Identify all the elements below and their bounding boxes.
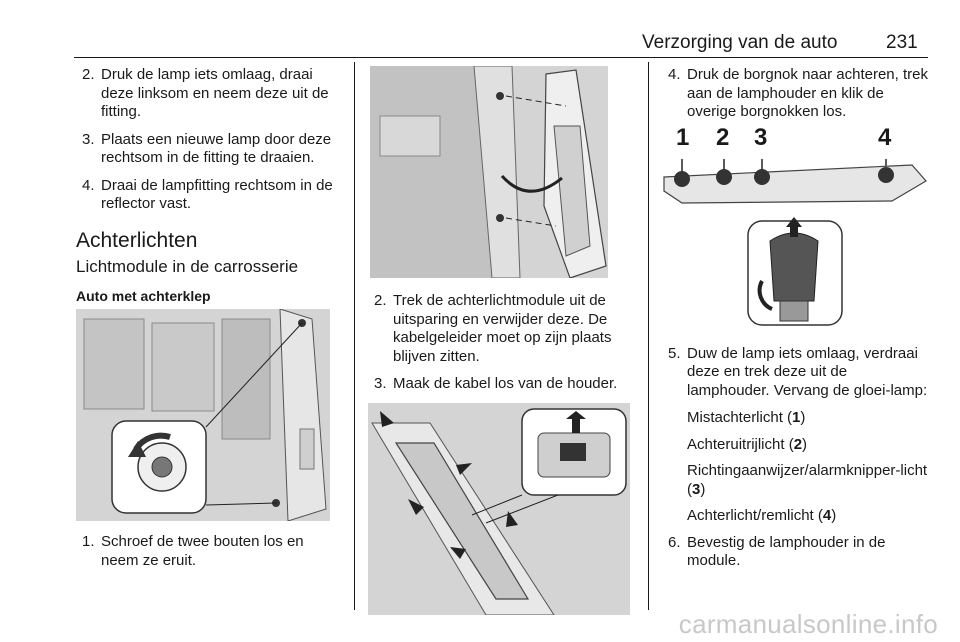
section-title: Achterlichten xyxy=(76,228,198,252)
header-rule xyxy=(74,57,928,58)
tailgate-screw-illustration xyxy=(76,309,330,521)
step-list xyxy=(368,292,636,394)
step-list-final xyxy=(662,534,930,571)
page-number: 231 xyxy=(886,32,918,53)
lamp-holder-illustration xyxy=(368,403,630,615)
step-list xyxy=(662,66,930,122)
column-divider-2 xyxy=(648,62,649,610)
lamp-type-4: Achterlicht/remlicht (4) xyxy=(687,507,837,524)
lamp-type-3: Richtingaanwijzer/alarmknipper-licht (3) xyxy=(687,462,928,498)
subsubsection-title: Auto met achterklep xyxy=(76,287,211,304)
watermark: carmanualsonline.info xyxy=(678,609,938,639)
list-item: 2. Druk de lamp iets omlaag, draai deze linksom en neem deze uit de fitting. xyxy=(82,66,329,120)
list-item: 6. Bevestig de lamphouder in de module. xyxy=(668,533,886,569)
column-2 xyxy=(368,66,636,615)
list-item: 4. Draai de lampfitting rechtsom in de reflector vast. xyxy=(82,176,333,212)
column-divider-1 xyxy=(354,62,355,610)
figure-label-2: 2 xyxy=(716,123,730,151)
lamp-type-1: Mistachterlicht (1) xyxy=(687,409,806,426)
list-item: 3. Plaats een nieuwe lamp door deze rechtsom in de fitting te draaien. xyxy=(82,130,332,166)
column-3 xyxy=(662,66,930,580)
step-list xyxy=(76,66,344,214)
column-1 xyxy=(76,66,344,579)
figure-label-3: 3 xyxy=(754,123,768,151)
list-item: 4. Druk de borgnok naar achteren, trek aan de lamphouder en klik de overige borgnokken los. xyxy=(668,66,928,120)
list-item: 3. Maak de kabel los van de houder. xyxy=(374,375,618,392)
step-list-after xyxy=(76,533,344,570)
figure-label-1: 1 xyxy=(676,123,690,151)
bulb-position-figure xyxy=(662,123,928,331)
lamp-type-2: Achteruitrijlicht (2) xyxy=(687,435,808,453)
lamp-holder-bulbs-illustration xyxy=(662,123,928,331)
tail-light-module-illustration xyxy=(370,66,608,278)
subsection-title: Lichtmodule in de carrosserie xyxy=(76,257,299,276)
list-item: 1. Schroef de twee bouten los en neem ze eruit. xyxy=(82,533,304,569)
figure-label-4: 4 xyxy=(878,123,892,151)
list-item: 2. Trek de achterlichtmodule uit de uitsparing en verwijder deze. De kabelgeleider moet op zijn plaats blijven zitten. xyxy=(374,292,612,365)
page-header-title: Verzorging van de auto xyxy=(642,32,838,53)
list-item: 5. Duw de lamp iets omlaag, verdraai deze en trek deze uit de lamphouder. Vervang de gloei-lamp: xyxy=(668,344,928,399)
step-list-lower xyxy=(662,345,930,401)
